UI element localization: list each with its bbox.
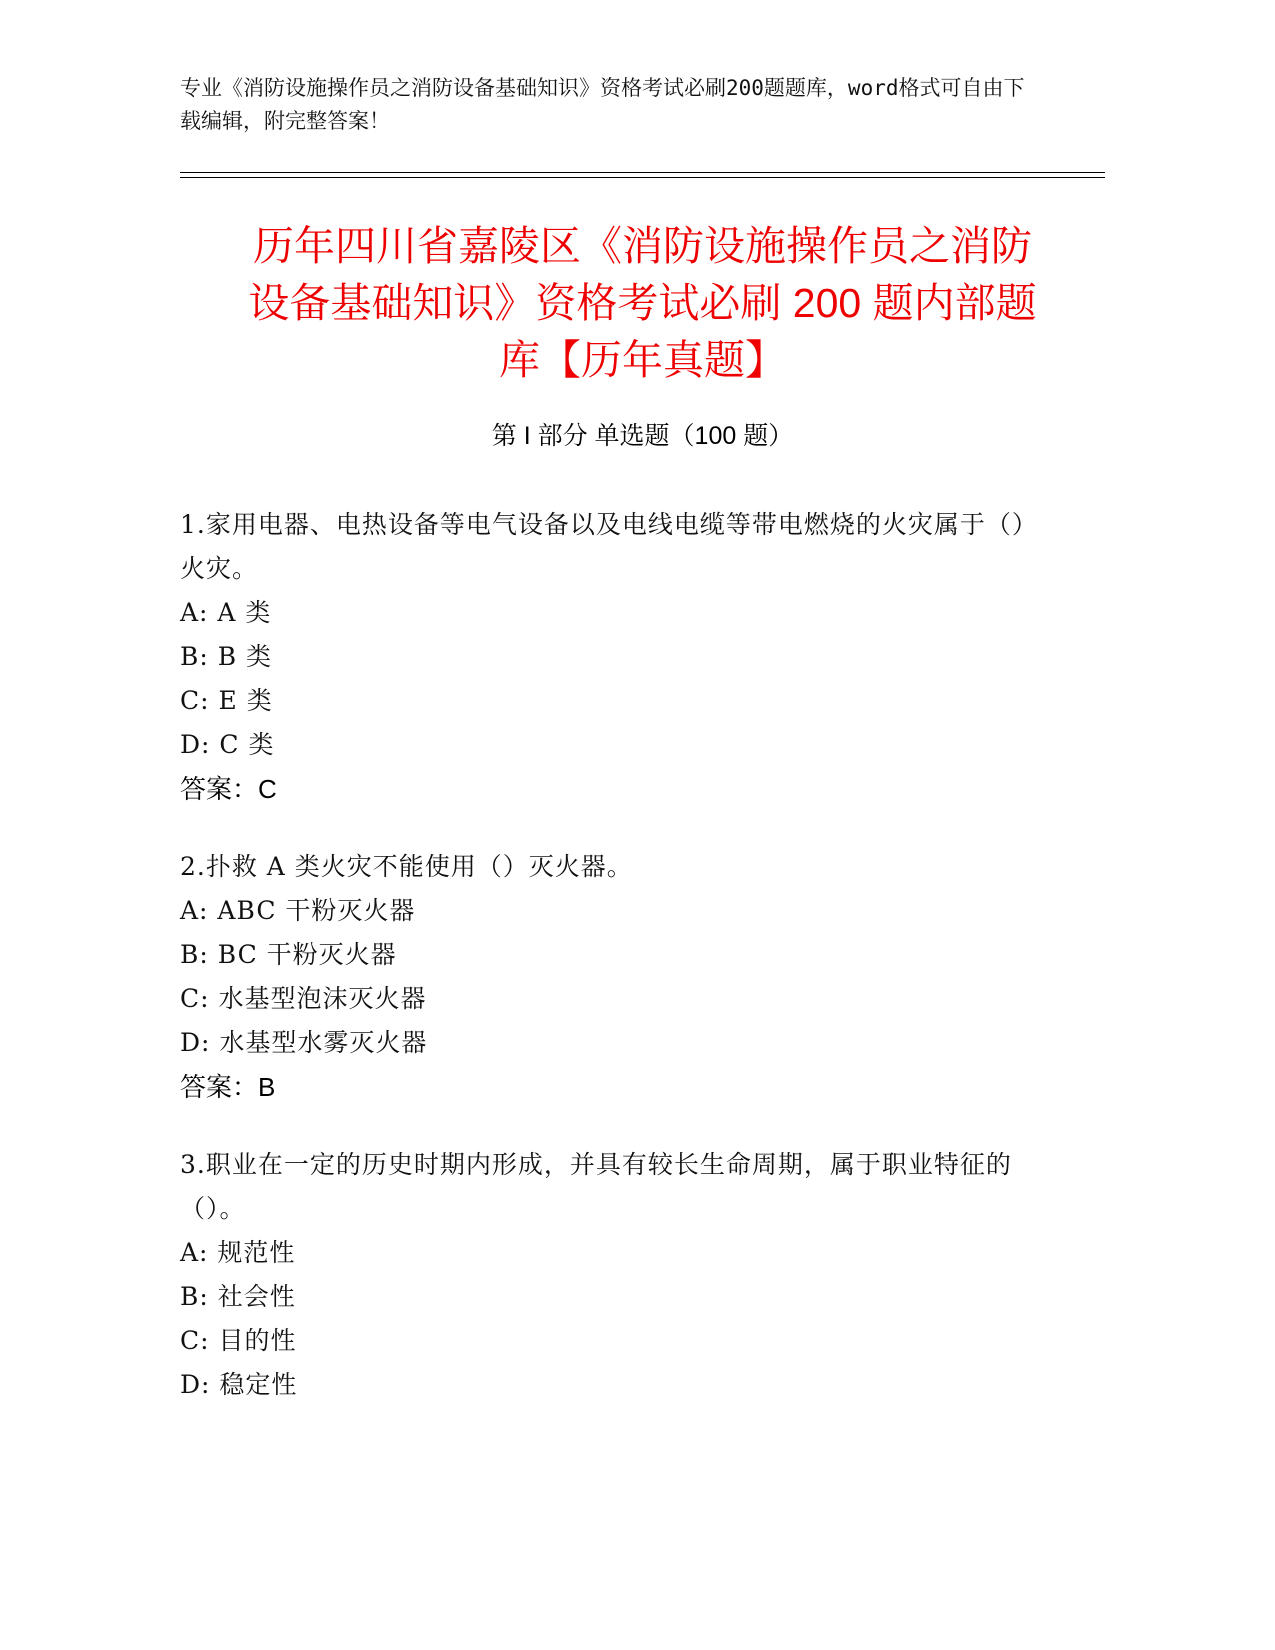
answer-line: 答案：C	[180, 774, 277, 804]
option-d: D: 稳定性	[180, 1370, 298, 1399]
option-a: A: ABC 干粉灭火器	[180, 896, 416, 925]
option-d: D: C 类	[180, 730, 275, 759]
header-divider-bottom	[180, 177, 1105, 178]
question-list	[180, 503, 1040, 1441]
title-line: 库【历年真题】	[499, 337, 786, 383]
option-a: A: 规范性	[180, 1238, 296, 1267]
option-c: C: 目的性	[180, 1326, 297, 1355]
question-stem: 3.职业在一定的历史时期内形成，并具有较长生命周期，属于职业特征的（）。	[180, 1150, 1012, 1223]
option-a: A: A 类	[180, 598, 272, 627]
option-b: B: 社会性	[180, 1282, 296, 1311]
header-divider-top	[180, 172, 1105, 173]
option-c: C: E 类	[180, 686, 273, 715]
option-c: C: 水基型泡沫灭火器	[180, 984, 427, 1013]
option-b: B: B 类	[180, 642, 273, 671]
header-note: 专业《消防设施操作员之消防设备基础知识》资格考试必刷200题题库，word格式可自由下载编辑，附完整答案！	[180, 76, 1025, 133]
question-stem: 1.家用电器、电热设备等电气设备以及电线电缆等带电燃烧的火灾属于（）火灾。	[180, 510, 1038, 583]
question-2	[180, 845, 1040, 1109]
section-heading: 第 I 部分 单选题（100 题）	[491, 422, 794, 450]
title-line: 历年四川省嘉陵区《消防设施操作员之消防	[253, 223, 1032, 269]
answer-line: 答案：B	[180, 1072, 276, 1102]
option-b: B: BC 干粉灭火器	[180, 940, 397, 969]
question-stem: 2.扑救 A 类火灾不能使用（）灭火器。	[180, 852, 633, 881]
question-1	[180, 503, 1040, 811]
question-3	[180, 1143, 1040, 1407]
document-title	[180, 218, 1105, 389]
title-line: 设备基础知识》资格考试必刷 200 题内部题	[248, 280, 1037, 326]
option-d: D: 水基型水雾灭火器	[180, 1028, 428, 1057]
